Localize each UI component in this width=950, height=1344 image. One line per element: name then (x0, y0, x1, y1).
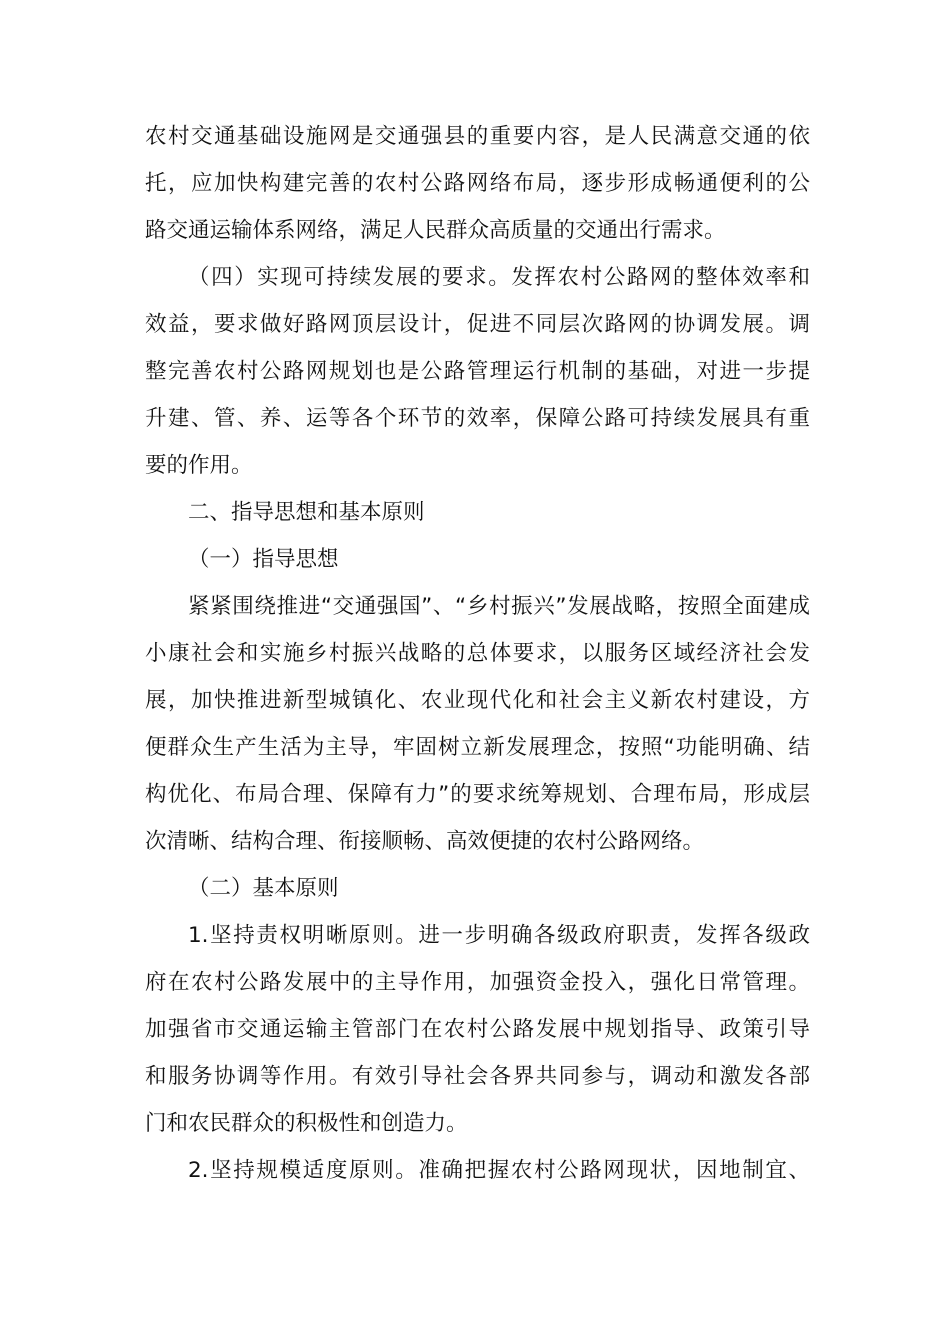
text-line: 和服务协调等作用。有效引导社会各界共同参与，调动和激发各部 (145, 1064, 810, 1089)
text-line: 紧紧围绕推进“交通强国”、“乡村振兴”发展战略，按照全面建成 (188, 594, 810, 619)
subsection-heading-2: （二）基本原则 (188, 876, 339, 901)
text-line: 效益，要求做好路网顶层设计，促进不同层次路网的协调发展。调 (145, 312, 810, 337)
section-heading-4: （四）实现可持续发展的要求。发挥农村公路网的整体效率和 (188, 265, 810, 290)
text-line: 次清晰、结构合理、衔接顺畅、高效便捷的农村公路网络。 (145, 829, 705, 854)
principle-1-line: 1.坚持责权明晰原则。进一步明确各级政府职责，发挥各级政 (188, 923, 810, 948)
text-line: 府在农村公路发展中的主导作用，加强资金投入，强化日常管理。 (145, 970, 810, 995)
principle-2-line: 2.坚持规模适度原则。准确把握农村公路网现状，因地制宜、 (188, 1158, 810, 1183)
text-line: 升建、管、养、运等各个环节的效率，保障公路可持续发展具有重 (145, 406, 810, 431)
text-line: 门和农民群众的积极性和创造力。 (145, 1111, 468, 1136)
text-line: 要的作用。 (145, 453, 253, 478)
text-line: 路交通运输体系网络，满足人民群众高质量的交通出行需求。 (145, 218, 726, 243)
text-line: 农村交通基础设施网是交通强县的重要内容，是人民满意交通的依 (145, 124, 810, 149)
text-line: 小康社会和实施乡村振兴战略的总体要求，以服务区域经济社会发 (145, 641, 810, 666)
text-line: 构优化、布局合理、保障有力”的要求统筹规划、合理布局，形成层 (145, 782, 810, 807)
subsection-heading-1: （一）指导思想 (188, 547, 339, 572)
text-line: 展，加快推进新型城镇化、农业现代化和社会主义新农村建设，方 (145, 688, 810, 713)
text-line: 加强省市交通运输主管部门在农村公路发展中规划指导、政策引导 (145, 1017, 810, 1042)
chapter-heading: 二、指导思想和基本原则 (188, 500, 425, 525)
text-line: 托，应加快构建完善的农村公路网络布局，逐步形成畅通便利的公 (145, 171, 810, 196)
text-line: 整完善农村公路网规划也是公路管理运行机制的基础，对进一步提 (145, 359, 810, 384)
text-line: 便群众生产生活为主导，牢固树立新发展理念，按照“功能明确、结 (145, 735, 810, 760)
